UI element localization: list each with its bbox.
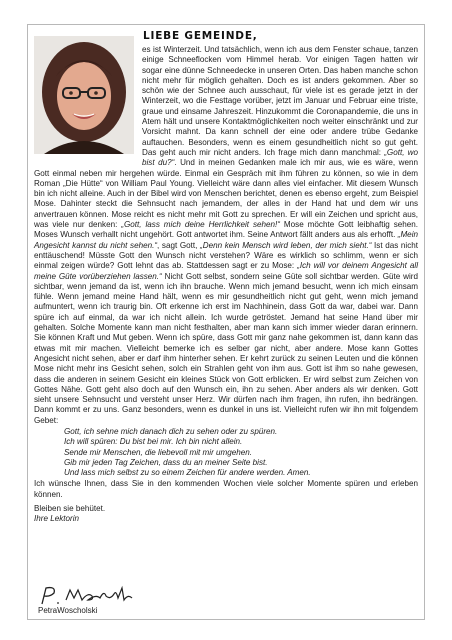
quote: „Mein Angesicht kannst du nicht sehen.“ [34,230,418,250]
prayer-line: Gott, ich sehne mich danach dich zu sehen oder zu spüren. [64,426,278,436]
closing-role-text: Ihre Lektorin [34,514,79,524]
prayer-block [64,427,418,478]
prayer-line: Und lass mich selbst zu so einem Zeichen für andere werden. Amen. [64,468,311,478]
quote: „Gott, wo bist du?“ [142,147,418,168]
prayer-line: Gib mir jeden Tag Zeichen, dass du an meiner Seite bist. [64,457,268,467]
quote: „Gott, lass mich deine Herrlichkeit sehen!“ [121,220,280,230]
text-segment: Nicht Gott selbst, sondern seine Güte soll sichtbar werden. Güte wird sichtbar, wenn jemand da ist, wenn ich ihn brauche. Wenn mich jemand besucht, wenn ich mich einsam fühle. Wenn jemand meine Hand hält, wenn es mir gesundheitlich nicht gut geht, wenn mich jemand aufmuntert, wenn ich traurig bin. Oft erkenne ich erst im Nachhinein, dass Gott da war, dabei war. Dann spüre ich auf einmal, da war ich nicht allein. Ich wurde getröstet. Jemand hat seine Hand über mir gehalten. Solche Momente kann man nicht festhalten, aber man kann sich immer wieder daran erinnern. Sie können Kraft und Mut geben. Wenn ich spüre, dass Gott mir ganz nahe gekommen ist, dann kann das etwas mit mir machen. Vielleicht bemerke ich es selber gar nicht, aber andere. Mose kann Gottes Angesicht nicht sehen, aber er darf ihm hinterher sehen. Er kehrt zurück zu seinen Leuten und die können Mose nicht mehr ins Gesicht sehen, solch ein Strahlen geht von ihm aus. Gott ist ihm so nahe gewesen, dass die anderen in seinem Gesicht ein kleines Stück von Gott erblicken. Er wird selbst zum Zeichen von Gottes Nähe. Gott geht also doch auf den Wunsch ein, ihn zu sehen. Aber anders als wir denken. Gott sieht unsere Sehnsucht und versteht unser Herz. Wir dürfen nach ihm fragen, ihn rufen, ihn bedrängen. Dann kommt er zu uns. Ganz besonders, wenn es dunkel in uns ist. Vielleicht rufen wir ihn mit folgendem Gebet: [34,271,418,425]
quote: „Denn kein Mensch wird leben, der mich sieht.“ [200,240,372,250]
signature-name: PetraWoscholski [38,606,98,615]
prayer-line: Ich will spüren: Du bist bei mir. Ich bin nicht allein. [64,437,243,447]
greeting-heading: LIEBE GEMEINDE, [143,30,258,42]
quote: „Ich will vor deinem Angesicht all meine Güte vorüberziehen lassen.“ [34,261,418,281]
closing-line: Bleiben sie behütet. [34,504,106,514]
wish-paragraph: Ich wünsche Ihnen, dass Sie in den kommenden Wochen viele solcher Momente spüren und erleben können. [34,479,418,499]
closing-role [34,514,418,524]
letter-body [34,45,418,525]
text-segment: . Und in meinen Gedanken male ich mir aus, wie es wäre, wenn Gott einmal neben mir hergehen würde. Einmal ein Gespräch mit ihm führen zu können, so wie in dem Roman „Die Hütte“ von William Paul Young. Vielleicht wäre dann alles viel einfacher. Mit diesem Wunsch bin ich nicht alleine. Auch in der Bibel wird von Menschen berichtet, denen es ebenso ergeht, zum Beispiel Mose. Dahinter steckt die Sehnsucht nach jemandem, der alles in der Hand hat und dem wir uns anvertrauen können. Mose reicht es nicht mehr mit Gott zu sprechen. Er will ein Zeichen und spricht aus, was viele nur denken: [34,158,418,230]
text-segment: , sagt Gott, [157,240,201,250]
photo-spacer [34,45,142,163]
prayer-line: Sende mir Menschen, die liebevoll mit mir umgehen. [64,447,253,457]
text-segment: Ist das nicht enttäuschend! Müsste Gott den Wunsch nicht verstehen? Wäre es wirklich so schlimm, wenn er sich einmal zeigen würde? Gott lehnt das ab. Stattdessen sagt er zu Mose: [34,240,419,271]
text-segment: Mose möchte Gott leibhaftig sehen. Moses Wunsch verhallt nicht ungehört. Gott antwortet ihm. Seine Antwort fällt anders aus als erhofft. [34,220,418,240]
handwritten-signature [38,584,148,608]
text-segment: es ist Winterzeit. Und tatsächlich, wenn ich aus dem Fenster schaue, tanzen einige Schneeflocken vom Himmel herab. Vor einigen Tagen hatten wir sogar eine dünne Schneedecke in unseren Orten. Das haben manche schon nicht mehr für möglich gehalten. Doch es ist anders gekommen. Aber so schön wie der Schnee auch ausschaut, für viele ist es gerade jetzt in der Winterzeit, wo die Festtage vorüber, jetzt im Januar und Februar eine triste, graue und einsame Jahreszeit. Hinzukommt die Coronapandemie, die uns in Atem hält und unsere Kontaktmöglichkeiten noch weiter einschränkt und zur Vorsicht mahnt. Da kann schnell der eine oder andere trübe Gedanke auftauchen. Besonders, wenn es einem gesundheitlich nicht so gut geht. Das geht auch mir nicht anders. Ich frage mich dann manchmal: [142,45,418,157]
